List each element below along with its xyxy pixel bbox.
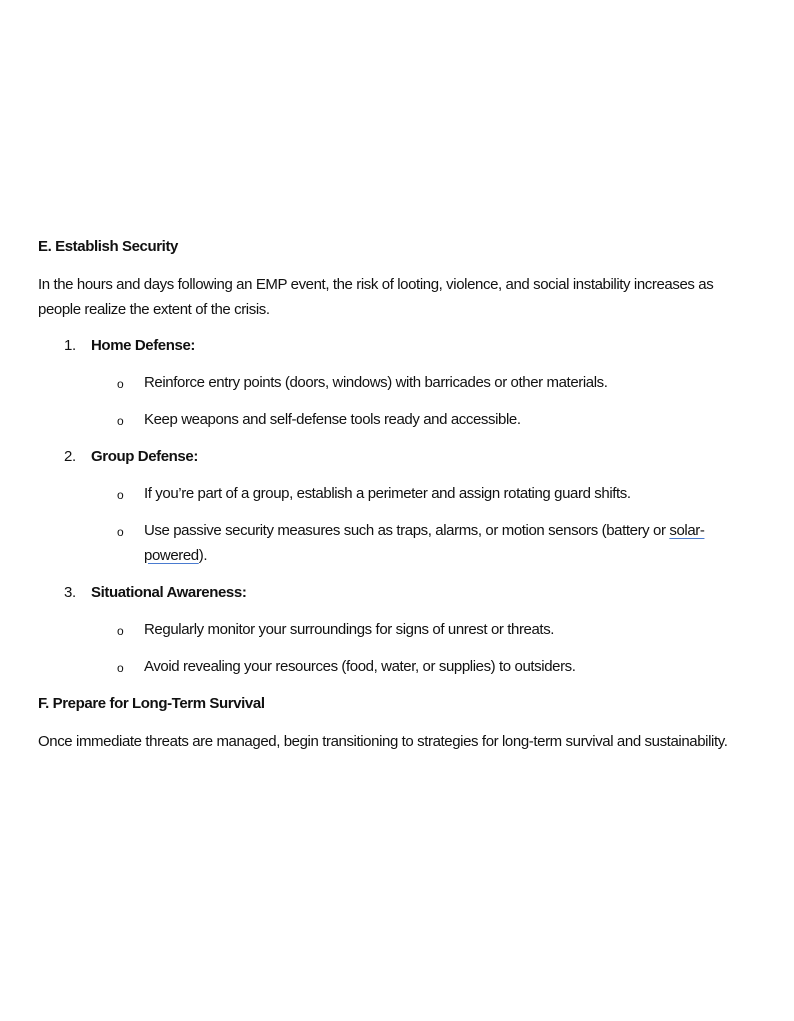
bullet-text: Reinforce entry points (doors, windows) with barricades or other materials. (144, 374, 608, 391)
bullet-icon: o (117, 488, 124, 502)
list-label: Situational Awareness: (91, 584, 247, 601)
section-e-intro: In the hours and days following an EMP event, the risk of looting, violence, and social instability increases as people realize the extent of the crisis. (38, 276, 714, 318)
bullet-text (144, 519, 734, 568)
bullet-text-main: Use passive security measures such as traps, alarms, or motion sensors (battery or (144, 522, 670, 539)
section-heading-e: E. Establish Security (38, 238, 178, 255)
bullet-icon: o (117, 661, 124, 675)
section-f-intro: Once immediate threats are managed, begin transitioning to strategies for long-term survival and sustainability. (38, 733, 728, 750)
bullet-text: Keep weapons and self-defense tools ready and accessible. (144, 411, 521, 428)
spellcheck-underlined-word: solar-powered (144, 522, 705, 564)
list-label: Group Defense: (91, 448, 198, 465)
bullet-icon: o (117, 414, 124, 428)
list-number: 3. (64, 584, 76, 601)
bullet-text: Avoid revealing your resources (food, water, or supplies) to outsiders. (144, 658, 576, 675)
bullet-text-end: ). (198, 546, 208, 564)
list-number: 1. (64, 337, 76, 354)
list-number: 2. (64, 448, 76, 465)
bullet-icon: o (117, 525, 124, 539)
bullet-icon: o (117, 377, 124, 391)
list-label: Home Defense: (91, 337, 195, 354)
section-heading-f: F. Prepare for Long-Term Survival (38, 695, 265, 712)
bullet-icon: o (117, 624, 124, 638)
bullet-text: Regularly monitor your surroundings for signs of unrest or threats. (144, 621, 555, 638)
bullet-text: If you’re part of a group, establish a perimeter and assign rotating guard shifts. (144, 485, 631, 502)
